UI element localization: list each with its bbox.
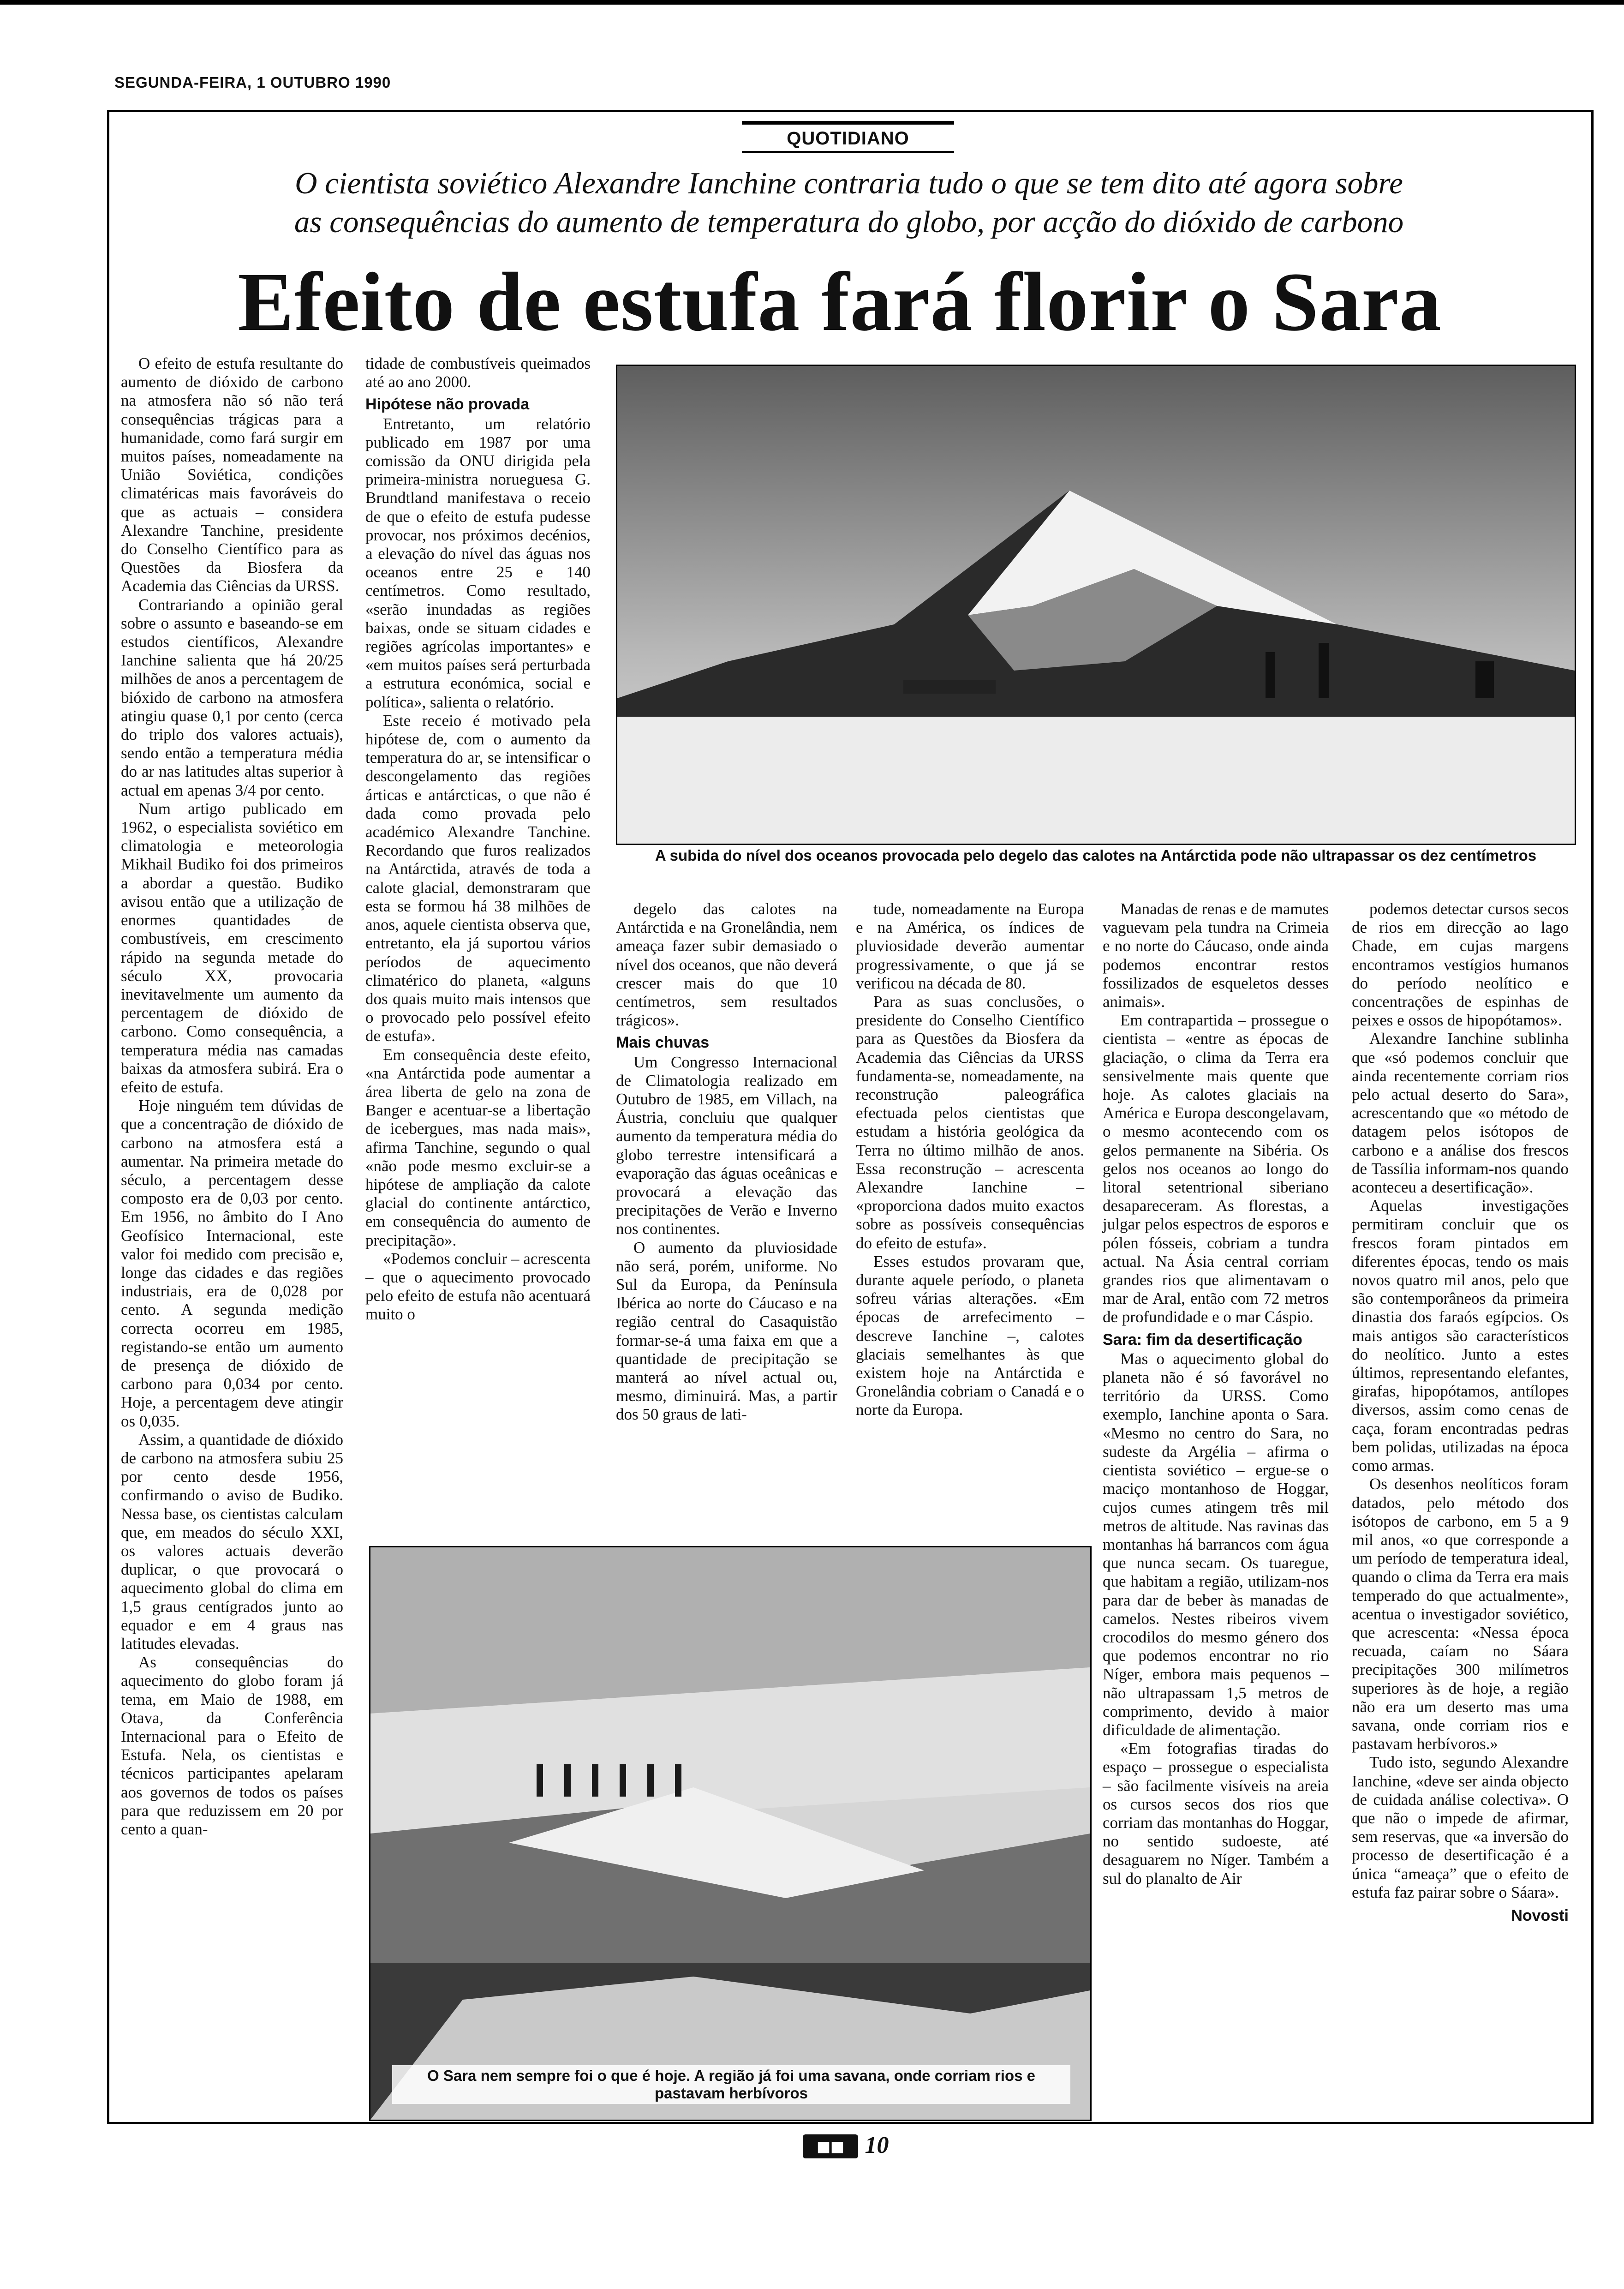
- page-number: 10: [865, 2132, 889, 2158]
- paragraph: Aquelas investigações permitiram concluir que os frescos foram pintados em diferentes épocas, tendo os mais novos quatro mil anos, pelo que são contemporâneos da primeira dinastia dos faraós egípcios. Os mais antigos são característicos do neolítico. Junto a estes últimos, representando elefantes, girafas, hipopótamos, antílopes diversos, assim como cenas de caça, foram encontradas pedras bem polidas, utilizadas na época como armas.: [1352, 1197, 1569, 1475]
- deck: [138, 164, 1559, 241]
- paragraph: Alexandre Ianchine sublinha que «só podemos concluir que ainda recentemente corriam rios pelo actual deserto do Sara», acrescentando que «o método de datagem pelos isótopos de carbono e a análise dos frescos de Tassília informam-nos quando aconteceu a desertificação».: [1352, 1030, 1569, 1197]
- caption-antarctica: A subida do nível dos oceanos provocada pelo degelo das calotes na Antárctida pode não ultrapassar os dez centímetros: [655, 847, 1537, 864]
- deck-line-1: O cientista soviético Alexandre Ianchine contraria tudo o que se tem dito até agora sobre: [295, 166, 1403, 200]
- paragraph: O efeito de estufa resultante do aumento de dióxido de carbono na atmosfera não só não terá consequências trágicas para a humanidade, como fará surgir em muitos países, nomeadamente na União Soviética, condições climatéricas mais favoráveis do que as actuais – considera Alexandre Tanchine, presidente do Conselho Científico para as Questões da Biosfera da Academia das Ciências da URSS.: [121, 354, 343, 595]
- paragraph: Manadas de renas e de mamutes vaguevam pela tundra na Crimeia e no norte do Cáucaso, onde ainda podemos encontrar restos fossilizados de esqueletos desses animais».: [1103, 900, 1329, 1011]
- page-footer: [803, 2131, 889, 2159]
- antarctica-illustration: [617, 366, 1575, 844]
- subhead-sara: Sara: fim da desertificação: [1103, 1330, 1302, 1348]
- paragraph: Contrariando a opinião geral sobre o assunto e baseando-se em estudos científicos, Alexandre Ianchine salienta que há 20/25 milhões de anos a percentagem de bióxido de carbono na atmosfera atingiu quase 0,1 por cento (cerca do triplo dos valores actuais), sendo então a temperatura média do ar nas latitudes altas superior à actual em apenas 3/4 por cento.: [121, 595, 343, 799]
- paragraph: Um Congresso Internacional de Climatologia realizado em Outubro de 1985, em Villach, na Áustria, concluiu que qualquer aumento da temperatura média do globo terrestre intensificará a evaporação das águas oceânicas e provocará a elevação das precipitações de Verão e Inverno nos continentes.: [616, 1053, 837, 1238]
- caption-sahara: O Sara nem sempre foi o que é hoje. A região já foi uma savana, onde corriam rios e pastavam herbívoros: [392, 2065, 1070, 2104]
- paragraph: Este receio é motivado pela hipótese de, com o aumento da temperatura do ar, se intensificar o descongelamento das regiões árticas e antárcticas, o que não é dada como provada pelo académico Alexandre Tanchine. Recordando que furos realizados na Antárctida, através de toda a calote glacial, demonstraram que esta se formou há 38 milhões de anos, aquele cientista observa que, entretanto, ela já suportou vários períodos de aquecimento climatérico do planeta, «alguns dos quais muito mais intensos que o provocado pelo possível efeito de estufa».: [365, 711, 591, 1045]
- paragraph: Tudo isto, segundo Alexandre Ianchine, «deve ser ainda objecto de cuidada análise colectiva». O que não o impede de afirmar, sem reservas, que «a inversão do processo de desertificação é a única “ameaça” que o efeito de estufa faz pairar sobre o Sáara».: [1352, 1753, 1569, 1901]
- paragraph: As consequências do aquecimento do globo foram já tema, em Maio de 1988, em Otava, da Conferência Internacional para o Efeito de Estufa. Nela, os cientistas e técnicos participantes apelaram aos governos de todos os países para que reduzissem em 20 por cento a quan-: [121, 1653, 343, 1839]
- top-rule: [0, 0, 1624, 5]
- paragraph: tidade de combustíveis queimados até ao ano 2000.: [365, 354, 591, 391]
- paragraph: «Em fotografias tiradas do espaço – prossegue o especialista – são facilmente visíveis na areia os cursos secos dos rios que corriam das montanhas do Hoggar, no sentido sudoeste, até desaguarem no Níger. Também a sul do planalto de Air: [1103, 1739, 1329, 1888]
- signature: Novosti: [1511, 1906, 1569, 1924]
- dateline: SEGUNDA-FEIRA, 1 OUTUBRO 1990: [114, 74, 391, 91]
- headline: Efeito de estufa fará florir o Sara: [238, 256, 1442, 348]
- paragraph: Assim, a quantidade de dióxido de carbono na atmosfera subiu 25 por cento desde 1956, confirmando o aviso de Budiko. Nessa base, os cientistas calculam que, em meados do século XXI, os valores actuais deverão duplicar, o que provocará o aquecimento global do clima em 1,5 graus centígrados junto ao equador e em 4 graus nas latitudes elevadas.: [121, 1430, 343, 1653]
- paragraph: Em contrapartida – prossegue o cientista – «entre as épocas de glaciação, o clima da Terra era sensivelmente mais quente que hoje. As calotes glaciais na América e Europa descongelavam, o mesmo acontecendo com os gelos permanente na Sibéria. Os gelos nos oceanos ao longo do litoral setentrional siberiano desapareceram. As florestas, a julgar pelos espectros de esporos e pólen fósseis, cobriam a tundra actual. Na Ásia central corriam grandes rios que alimentavam o mar de Aral, então com 72 metros de profundidade e o mar Cáspio.: [1103, 1011, 1329, 1326]
- paragraph: Entretanto, um relatório publicado em 1987 por uma comissão da ONU dirigida pela primeira-ministra norueguesa G. Brundtland manifestava o receio de que o efeito de estufa pudesse provocar, nos próximos decénios, a elevação do nível das águas nos oceanos entre 25 e 140 centímetros. Como resultado, «serão inundadas as regiões baixas, onde se situam cidades e regiões agrícolas importantes» e «em muitos países será perturbada a estrutura económica, social e política», salienta o relatório.: [365, 414, 591, 711]
- column-6: [1352, 900, 1569, 1925]
- column-3: [616, 900, 837, 1424]
- paragraph: podemos detectar cursos secos de rios em direcção ao lago Chade, em cujas margens encontramos vestígios humanos do período neolítico e concentrações de espinhas de peixes e ossos de hipopótamos».: [1352, 900, 1569, 1030]
- paragraph: «Podemos concluir – acrescenta – que o aquecimento provocado pelo efeito de estufa não acentuará muito o: [365, 1249, 591, 1324]
- sahara-illustration: [370, 1547, 1090, 2120]
- deck-line-2: as consequências do aumento de temperatura do globo, por acção do dióxido de carbono: [294, 205, 1404, 239]
- paragraph: Em consequência deste efeito, «na Antárctida pode aumentar a área liberta de gelo na zona de Banger e acentuar-se a libertação de icebergues, mas nada mais», afirma Tanchine, segundo o qual «não pode mesmo excluir-se a hipótese de ampliação da calote glacial do continente antárctico, em consequência do aumento de precipitação».: [365, 1045, 591, 1249]
- subhead-hipotese: Hipótese não provada: [365, 395, 530, 413]
- column-4: [856, 900, 1084, 1420]
- paragraph: Esses estudos provaram que, durante aquele período, o planeta sofreu várias alterações. «Em épocas de arrefecimento – descreve Ianchine –, calotes glaciais semelhantes às que existem hoje na Antárctida e Gronelândia cobriam o Canadá e o norte da Europa.: [856, 1252, 1084, 1419]
- newspaper-logo-icon: ◼◼: [803, 2134, 858, 2158]
- paragraph: Num artigo publicado em 1962, o especialista soviético em climatologia e meteorologia Mikhail Budiko foi dos primeiros a abordar a questão. Budiko avisou então que a utilização de enormes quantidades de combustíveis, em crescimento rápido na segunda metade do século XX, provocaria inevitavelmente um aumento da percentagem de dióxido de carbono. Como consequência, a temperatura média nas camadas baixas da atmosfera subirá. Era o efeito de estufa.: [121, 799, 343, 1096]
- paragraph: O aumento da pluviosidade não será, porém, uniforme. No Sul da Europa, da Península Ibérica ao norte do Cáucaso e na região central do Casaquistão formar-se-á uma faixa em que a quantidade de precipitação se manterá ao nível actual ou, mesmo, diminuirá. Mas, a partir dos 50 graus de lati-: [616, 1238, 837, 1424]
- paragraph: Para as suas conclusões, o presidente do Conselho Científico para as Questões da Biosfera da Academia das Ciências da URSS fundamenta-se, nomeadamente, na reconstrução paleográfica efectuada pelos cientistas que estudam a história geológica da Terra no último milhão de anos. Essa reconstrução – acrescenta Alexandre Ianchine – «proporciona dados muito exactos sobre as possíveis consequências do efeito de estufa».: [856, 993, 1084, 1252]
- column-1: [121, 354, 343, 1839]
- paragraph: Hoje ninguém tem dúvidas de que a concentração de dióxido de carbono na atmosfera está a aumentar. Na primeira metade do século, a percentagem desse composto era de 0,03 por cento. Em 1956, no âmbito do I Ano Geofísico Internacional, este valor foi medido com precisão e, longe das cidades e das regiões industriais, era de 0,028 por cento. A segunda medição correcta ocorreu em 1985, registando-se então um aumento de presença de dióxido de carbono para 0,034 por cento. Hoje, a percentagem deve atingir os 0,035.: [121, 1097, 343, 1430]
- section-label: QUOTIDIANO: [742, 121, 954, 153]
- subhead-mais-chuvas: Mais chuvas: [616, 1034, 710, 1052]
- paragraph: tude, nomeadamente na Europa e na América, os índices de pluviosidade deverão aumentar progressivamente, o que já se verificou na década de 80.: [856, 900, 1084, 992]
- photo-antarctica: [616, 365, 1576, 845]
- paragraph: degelo das calotes na Antárctida e na Gronelândia, nem ameaça fazer subir demasiado o nível dos oceanos, que não deverá crescer mais do que 10 centímetros, sem resultados trágicos».: [616, 900, 837, 1030]
- paragraph: Os desenhos neolíticos foram datados, pelo método dos isótopos de carbono, em 5 a 9 mil anos, «o que corresponde a um período de temperatura ideal, quando o clima da Terra era mais temperado do que actualmente», acentua o investigador soviético, que acrescenta: «Nessa época recuada, caíam no Sáara precipitações 300 milímetros superiores às de hoje, a região não era um deserto mas uma savana, onde corriam rios e pastavam herbívoros.»: [1352, 1475, 1569, 1753]
- photo-sahara: [369, 1546, 1092, 2121]
- column-2: [365, 354, 591, 1324]
- paragraph: Mas o aquecimento global do planeta não é só favorável no território da URSS. Como exemplo, Ianchine aponta o Sara. «Mesmo no centro do Sara, no sudeste da Argélia – afirma o cientista soviético – ergue-se o maciço montanhoso de Hoggar, cujos cumes atingem três mil metros de altitude. Nas ravinas das montanhas há barrancos com água que nunca secam. Os tuaregue, que habitam a região, utilizam-nos para dar de beber às manadas de camelos. Nestes ribeiros vivem crocodilos do mesmo género dos que podemos encontrar no rio Níger, embora mais pequenos – não ultrapassam 1,5 metros de comprimento, devido à maior dificuldade de alimentação.: [1103, 1349, 1329, 1739]
- column-5: [1103, 900, 1329, 1888]
